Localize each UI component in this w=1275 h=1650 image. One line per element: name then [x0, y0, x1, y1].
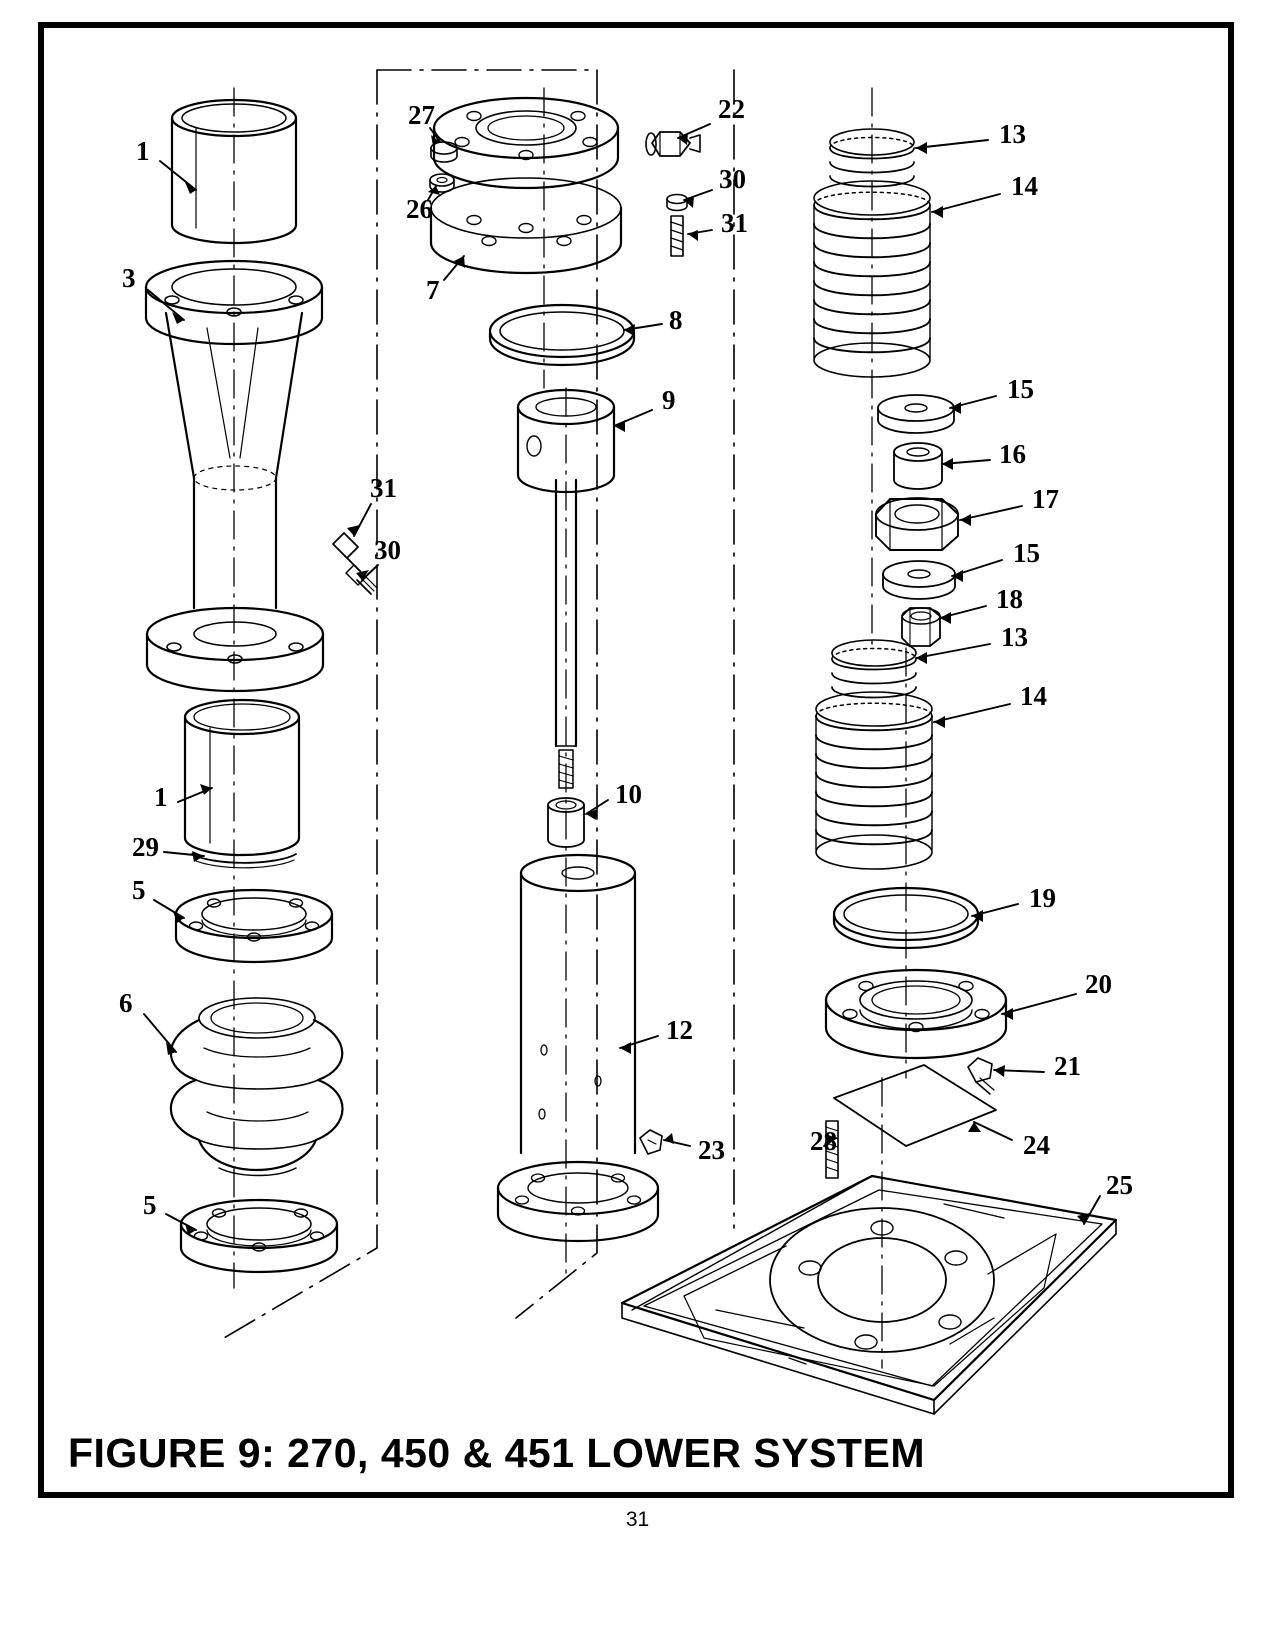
phantom-boundary-center	[377, 70, 597, 1318]
page-number: 31	[625, 1508, 650, 1531]
part-30-31-bolt-left	[333, 533, 377, 594]
callout-24: 24	[1023, 1130, 1050, 1160]
callout-26: 26	[406, 194, 433, 224]
callout-13b: 13	[1001, 622, 1028, 652]
part-20-gland-flange	[826, 970, 1006, 1058]
callout-31: 31	[370, 473, 397, 503]
part-13-14-spring-lower	[816, 640, 932, 869]
callout-5b: 5	[143, 1190, 157, 1220]
part-5-flange-lower	[181, 1200, 337, 1272]
exploded-diagram	[44, 28, 1228, 1423]
callout-18: 18	[996, 584, 1023, 614]
callout-28: 28	[810, 1126, 837, 1156]
callout-19: 19	[1029, 883, 1056, 913]
part-17-hex-nut	[876, 498, 958, 550]
callout-6: 6	[119, 988, 133, 1018]
part-12-barrel	[498, 855, 658, 1241]
part-16-spacer	[894, 443, 942, 489]
part-15-washer-upper	[878, 395, 954, 433]
callout-12: 12	[666, 1015, 693, 1045]
part-24-gasket	[834, 1065, 996, 1146]
part-25-base-plate	[622, 1176, 1116, 1414]
part-7-head	[431, 98, 621, 273]
callout-29: 29	[132, 832, 159, 862]
callout-22: 22	[718, 94, 745, 124]
leader-lines	[144, 124, 1100, 1230]
callout-10: 10	[615, 779, 642, 809]
callout-3: 3	[122, 263, 136, 293]
callout-15b: 15	[1013, 538, 1040, 568]
callout-13: 13	[999, 119, 1026, 149]
part-8-seal-ring	[490, 305, 634, 365]
part-1-lower-cylinder	[185, 700, 299, 855]
part-6-bellows	[171, 998, 343, 1176]
part-15-washer-lower	[883, 561, 955, 599]
part-5-flange-upper	[176, 890, 332, 962]
callout-25: 25	[1106, 1170, 1133, 1200]
callout-21: 21	[1054, 1051, 1081, 1081]
callout-30: 30	[374, 535, 401, 565]
callout-5: 5	[132, 875, 146, 905]
callout-9: 9	[662, 385, 676, 415]
figure-caption: FIGURE 9: 270, 450 & 451 LOWER SYSTEM	[68, 1430, 925, 1476]
callout-20: 20	[1085, 969, 1112, 999]
callout-15: 15	[1007, 374, 1034, 404]
figure-border	[38, 22, 1234, 1498]
callout-1b: 1	[154, 782, 168, 812]
callout-30b: 30	[719, 164, 746, 194]
part-18-nut	[902, 608, 940, 646]
part-22-fitting	[646, 132, 700, 156]
callout-17: 17	[1032, 484, 1059, 514]
leader-arrowheads	[166, 133, 1090, 1235]
callout-27: 27	[408, 100, 435, 130]
callout-7: 7	[426, 275, 440, 305]
part-30-31-bolt-center	[667, 195, 687, 257]
callout-1: 1	[136, 136, 150, 166]
callout-8: 8	[669, 305, 683, 335]
callout-23: 23	[698, 1135, 725, 1165]
part-21-bolt	[968, 1058, 994, 1094]
callout-14: 14	[1011, 171, 1038, 201]
callout-16: 16	[999, 439, 1026, 469]
part-23-plug	[640, 1130, 662, 1154]
callout-31b: 31	[721, 208, 748, 238]
diagram-linework	[44, 28, 1228, 1423]
callout-14b: 14	[1020, 681, 1047, 711]
